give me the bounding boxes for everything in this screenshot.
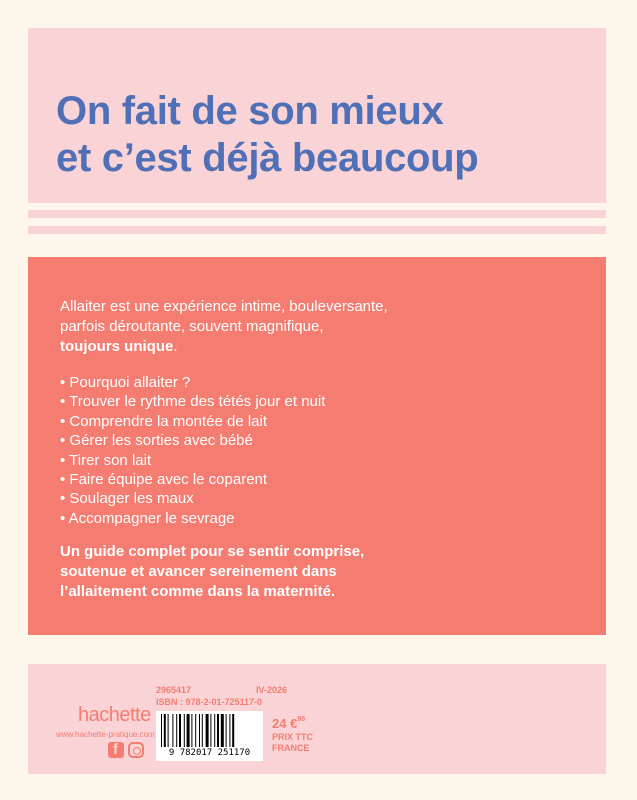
barcode-bar bbox=[199, 714, 200, 747]
barcode-bar bbox=[217, 714, 219, 747]
list-item: • Soulager les maux bbox=[60, 489, 325, 508]
list-item: • Gérer les sorties avec bébé bbox=[60, 431, 325, 450]
intro-line-2: parfois déroutante, souvent magnifique, bbox=[60, 318, 324, 335]
barcode bbox=[156, 711, 263, 761]
barcode-bars bbox=[160, 714, 259, 747]
title-line-1: On fait de son mieux bbox=[56, 89, 444, 133]
price-value: 24 € bbox=[272, 716, 298, 731]
barcode-bar bbox=[214, 714, 215, 747]
list-item: • Trouver le rythme des tétés jour et nuit bbox=[60, 392, 325, 411]
list-item: • Pourquoi allaiter ? bbox=[60, 373, 325, 392]
decorative-stripe bbox=[28, 210, 606, 218]
barcode-bar bbox=[232, 714, 234, 747]
edition-code: IV-2026 bbox=[256, 685, 288, 695]
barcode-bar bbox=[210, 714, 211, 747]
publisher-logo: hachette bbox=[78, 704, 151, 726]
price-label-2: FRANCE bbox=[272, 743, 310, 753]
intro-bold: toujours unique bbox=[60, 338, 174, 355]
social-icons bbox=[108, 742, 144, 758]
barcode-bar bbox=[176, 714, 177, 747]
footer-block bbox=[28, 664, 606, 774]
list-item: • Faire équipe avec le coparent bbox=[60, 470, 325, 489]
conclusion-line-3: l’allaitement comme dans la maternité. bbox=[60, 583, 336, 600]
facebook-icon bbox=[108, 742, 124, 758]
list-item: • Accompagner le sevrage bbox=[60, 509, 325, 528]
barcode-bar bbox=[195, 714, 196, 747]
title-block bbox=[28, 28, 606, 203]
description-block bbox=[28, 257, 606, 635]
topic-list bbox=[60, 373, 325, 528]
barcode-bar bbox=[172, 714, 173, 747]
barcode-bar bbox=[202, 714, 203, 747]
barcode-bar bbox=[179, 714, 181, 747]
publisher-website: www.hachette-pratique.com bbox=[56, 730, 155, 739]
title-line-2: et c’est déjà beaucoup bbox=[56, 136, 479, 180]
barcode-bar bbox=[184, 714, 185, 747]
barcode-bar bbox=[191, 714, 192, 747]
book-title bbox=[56, 88, 478, 182]
intro-line-1: Allaiter est une expérience intime, bouleversante, bbox=[60, 298, 388, 315]
conclusion-line-1: Un guide complet pour se sentir comprise, bbox=[60, 543, 365, 560]
price-label bbox=[272, 732, 313, 754]
price-cents: 95 bbox=[297, 716, 306, 723]
barcode-bar bbox=[206, 714, 209, 747]
list-item: • Tirer son lait bbox=[60, 451, 325, 470]
barcode-number: 9 782017 251170 bbox=[168, 748, 251, 758]
conclusion-text bbox=[60, 542, 590, 602]
barcode-bar bbox=[161, 714, 162, 747]
price bbox=[272, 716, 305, 731]
list-item: • Comprendre la montée de lait bbox=[60, 412, 325, 431]
intro-end: . bbox=[173, 338, 178, 355]
barcode-bar bbox=[187, 714, 190, 747]
barcode-bar bbox=[221, 714, 224, 747]
decorative-stripe bbox=[28, 226, 606, 234]
instagram-icon bbox=[128, 742, 144, 758]
conclusion-line-2: soutenue et avancer sereinement dans bbox=[60, 563, 337, 580]
barcode-bar bbox=[164, 714, 166, 747]
intro-text bbox=[60, 297, 580, 357]
barcode-bar bbox=[226, 714, 227, 747]
isbn: ISBN : 978-2-01-725117-0 bbox=[156, 697, 263, 707]
price-label-1: PRIX TTC bbox=[272, 732, 314, 742]
barcode-bar bbox=[168, 714, 169, 747]
product-code: 2965417 bbox=[156, 685, 192, 695]
barcode-bar bbox=[229, 714, 230, 747]
